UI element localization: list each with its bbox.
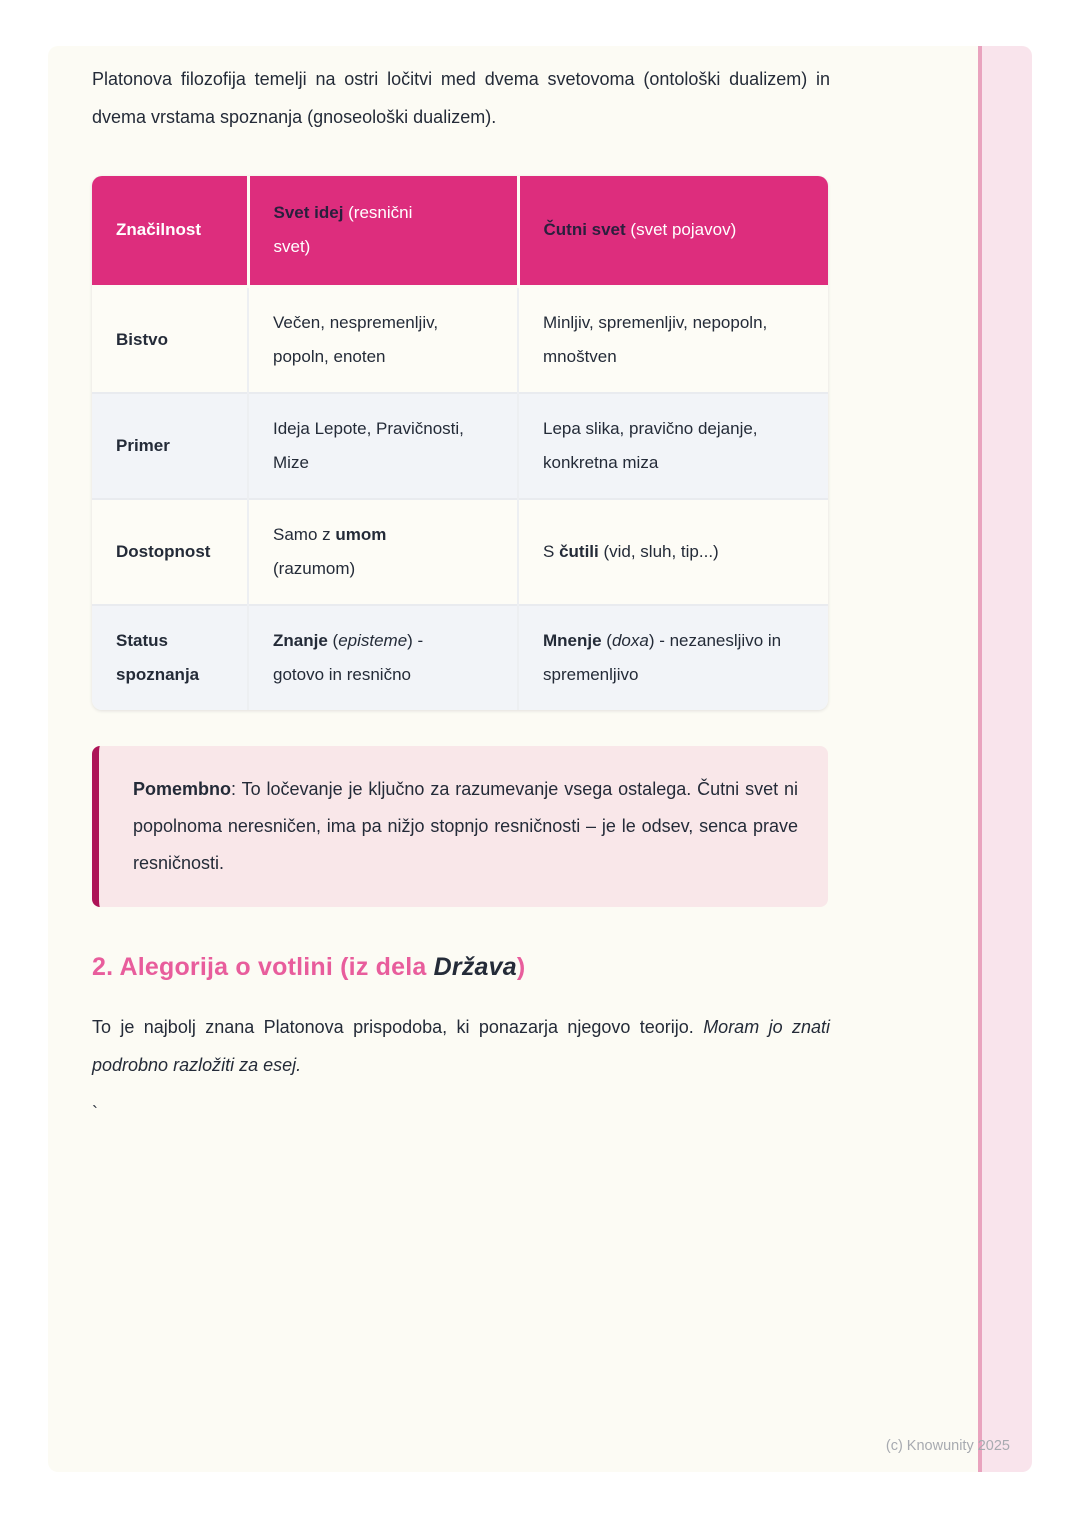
table-cell-text: Lepa slika, pravično dejanje, konkretna miza: [543, 418, 758, 472]
table-cell: [248, 499, 518, 605]
table-cell: [518, 393, 828, 499]
table-cell-text: Mnenje (doxa) - nezanesljivo in spremenljivo: [543, 630, 782, 684]
table-cell-text: Ideja Lepote, Pravičnosti, Mize: [273, 418, 464, 472]
stray-backtick: `: [92, 1102, 98, 1123]
table-header-text: Čutni svet (svet pojavov): [543, 220, 737, 240]
row-label: Primer: [92, 393, 248, 499]
table-header-cutni-svet: [518, 176, 828, 286]
table-row-bistvo: [92, 286, 828, 393]
row-label: Status spoznanja: [92, 605, 248, 710]
page-content: [92, 46, 830, 1124]
table-cell-text: Znanje (episteme) - gotovo in resnično: [273, 630, 424, 684]
row-label: Bistvo: [92, 286, 248, 393]
table-header-znacilnost: [92, 176, 248, 286]
copyright-footer: (c) Knowunity 2025: [885, 1438, 1010, 1454]
table-row-primer: [92, 393, 828, 499]
table-cell: [518, 499, 828, 605]
callout-text: Pomembno: To ločevanje je ključno za razumevanje vsega ostalega. Čutni svet ni popolnoma neresničen, ima pa nižjo stopnjo resničnosti – je le odsev, senca prave resničnosti.: [133, 778, 798, 873]
heading-work-title: Država: [433, 952, 517, 981]
allegory-paragraph-note: Moram jo znati podrobno razložiti za esej.: [92, 1016, 830, 1075]
table-cell-text: S čutili (vid, sluh, tip...): [543, 541, 719, 561]
document-page: [48, 46, 1032, 1472]
table-row-dostopnost: [92, 499, 828, 605]
section-heading: 2. Alegorija o votlini (iz dela Država): [92, 952, 526, 981]
table-header-svet-idej: [248, 176, 518, 286]
comparison-table: [92, 176, 828, 710]
table-cell-text: Samo z umom (razumom): [273, 524, 387, 578]
table-header-text: Svet idej (resnični svet): [273, 203, 413, 257]
callout-label: Pomembno: [133, 778, 232, 799]
table-cell: [248, 605, 518, 710]
comparison-table-wrap: [92, 176, 828, 710]
page-edge-stripe: [978, 46, 1032, 1472]
allegory-paragraph: To je najbolj znana Platonova prispodoba, ki ponazarja njegovo teorijo. Moram jo znati podrobno razložiti za esej.: [92, 1016, 830, 1075]
table-header-text: Značilnost: [116, 220, 202, 240]
table-cell: [248, 393, 518, 499]
table-cell: [518, 605, 828, 710]
table-row-status-spoznanja: [92, 605, 828, 710]
table-cell: [248, 286, 518, 393]
intro-paragraph: Platonova filozofija temelji na ostri ločitvi med dvema svetovoma (ontološki dualizem) in dvema vrstama spoznanja (gnoseološki dualizem).: [92, 69, 830, 127]
important-callout: [92, 746, 828, 907]
table-header-row: [92, 176, 828, 286]
table-cell-text: Minljiv, spremenljiv, nepopoln, mnoštven: [543, 312, 768, 366]
table-cell: [518, 286, 828, 393]
row-label: Dostopnost: [92, 499, 248, 605]
table-cell-text: Večen, nespremenljiv, popoln, enoten: [273, 312, 439, 366]
